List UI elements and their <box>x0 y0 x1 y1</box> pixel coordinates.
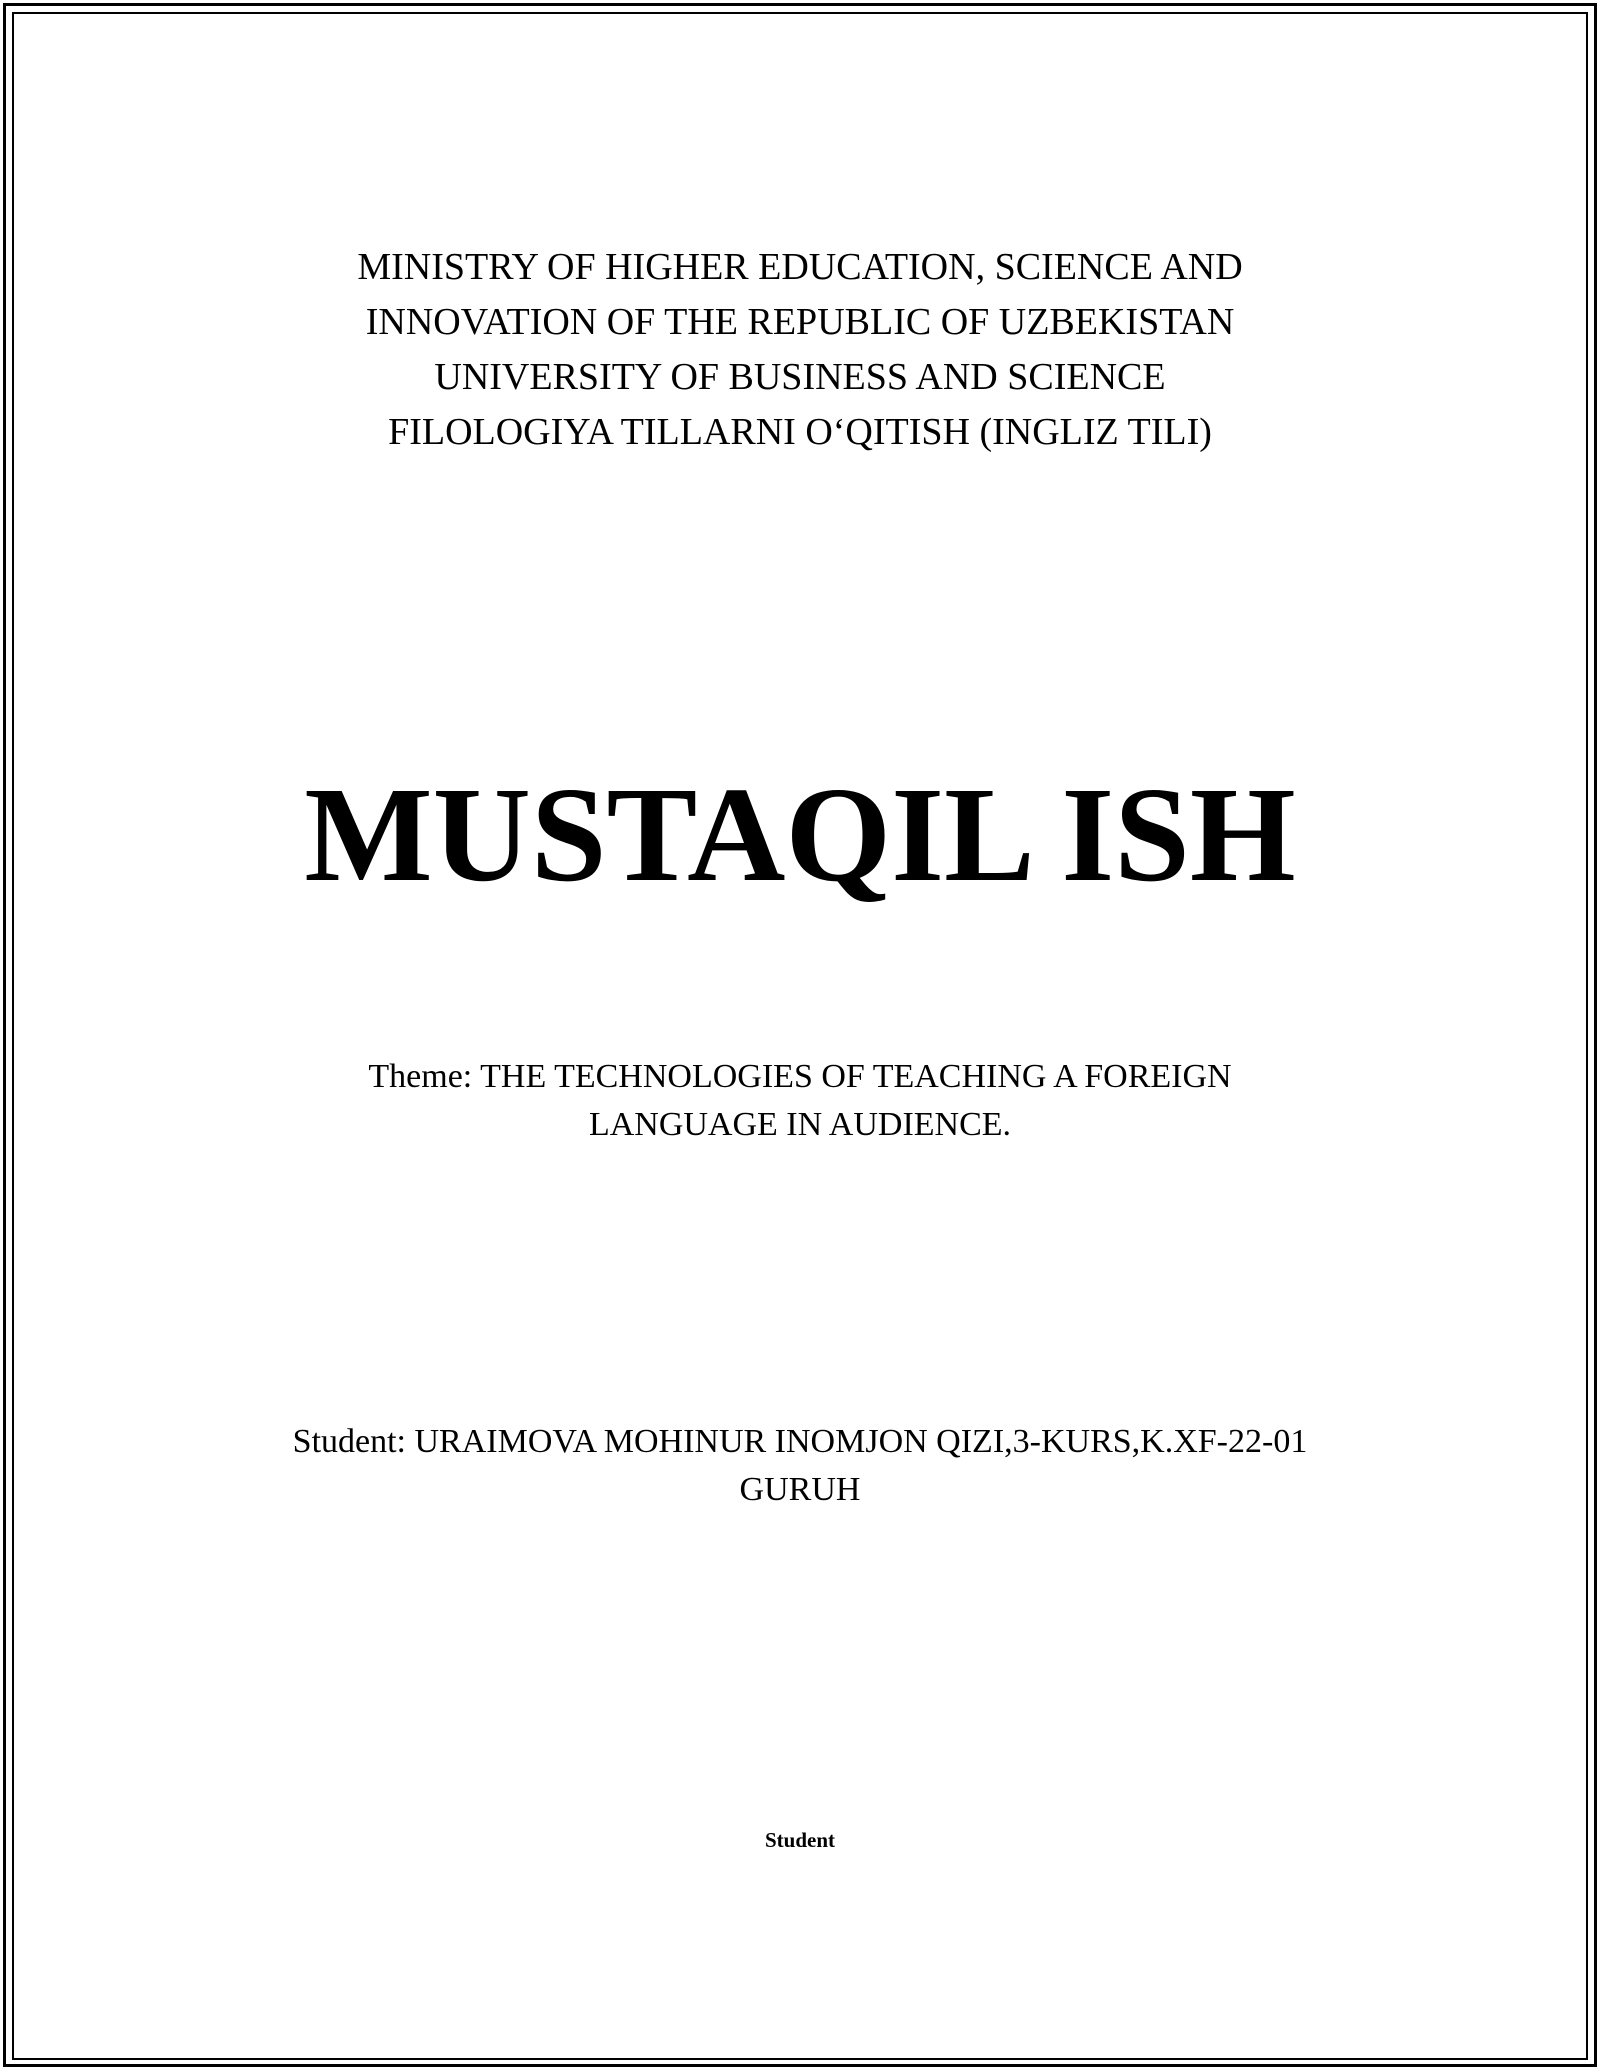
theme-block <box>0 1053 1600 1149</box>
header-line-university: UNIVERSITY OF BUSINESS AND SCIENCE <box>434 356 1166 398</box>
header-line-ministry: MINISTRY OF HIGHER EDUCATION, SCIENCE AND <box>357 246 1243 288</box>
document-title: MUSTAQIL ISH <box>304 760 1296 910</box>
student-line-2: GURUH <box>739 1471 861 1508</box>
student-line-1: Student: URAIMOVA MOHINUR INOMJON QIZI,3-KURS,K.XF-22-01 <box>292 1423 1308 1460</box>
student-info <box>0 1418 1600 1514</box>
institution-header <box>0 240 1600 460</box>
theme-line-1: Theme: THE TECHNOLOGIES OF TEACHING A FOREIGN <box>368 1058 1232 1095</box>
theme-line-2: LANGUAGE IN AUDIENCE. <box>588 1106 1012 1143</box>
header-line-faculty: FILOLOGIYA TILLARNI O‘QITISH (INGLIZ TILI) <box>388 411 1212 453</box>
footer-student-label: Student <box>764 1828 836 1852</box>
header-line-innovation: INNOVATION OF THE REPUBLIC OF UZBEKISTAN <box>365 301 1235 343</box>
